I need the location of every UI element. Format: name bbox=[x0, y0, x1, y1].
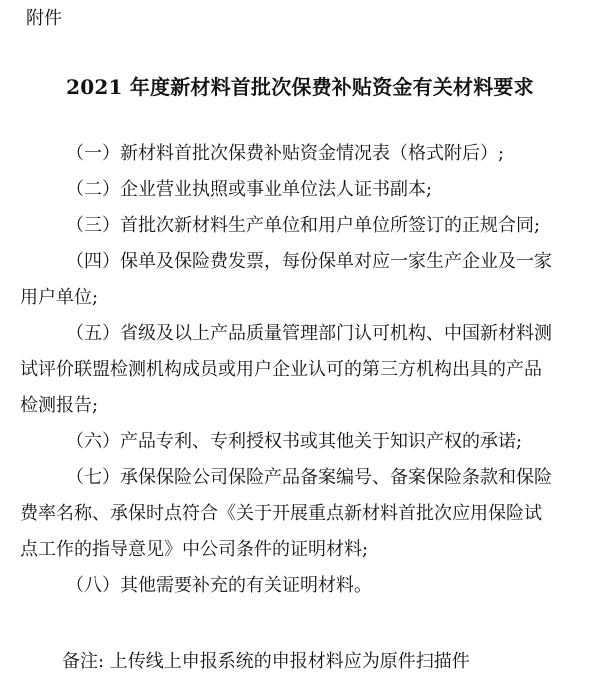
list-item bbox=[20, 244, 566, 316]
list-item-line: （八）其他需要补充的有关证明材料。 bbox=[66, 575, 372, 596]
remark-note: 备注: 上传线上申报系统的申报材料应为原件扫描件 bbox=[62, 651, 470, 672]
requirements-list bbox=[20, 136, 566, 604]
list-item bbox=[20, 460, 566, 568]
document-title: 2021 年度新材料首批次保费补贴资金有关材料要求 bbox=[66, 75, 534, 99]
list-item-line: 费率名称、承保时点符合《关于开展重点新材料首批次应用保险试 bbox=[20, 503, 542, 524]
list-item bbox=[66, 424, 566, 460]
list-item bbox=[66, 568, 566, 604]
list-item bbox=[66, 208, 566, 244]
list-item-line: 点工作的指导意见》中公司条件的证明材料; bbox=[20, 539, 369, 560]
list-item-line: （六）产品专利、专利授权书或其他关于知识产权的承诺; bbox=[66, 431, 523, 452]
list-item-line: （四）保单及保险费发票，每份保单对应一家生产企业及一家 bbox=[66, 251, 552, 272]
list-item bbox=[20, 316, 566, 424]
list-item-line: （三）首批次新材料生产单位和用户单位所签订的正规合同; bbox=[66, 215, 541, 236]
list-item-line: 用户单位; bbox=[20, 287, 99, 308]
list-item-line: （二）企业营业执照或事业单位法人证书副本; bbox=[66, 179, 433, 200]
list-item-line: 试评价联盟检测机构成员或用户企业认可的第三方机构出具的产品 bbox=[20, 359, 542, 380]
list-item-line: （七）承保保险公司保险产品备案编号、备案保险条款和保险 bbox=[66, 467, 552, 488]
list-item bbox=[66, 172, 566, 208]
attachment-label: 附件 bbox=[26, 8, 62, 29]
list-item-line: （五）省级及以上产品质量管理部门认可机构、中国新材料测 bbox=[66, 323, 552, 344]
list-item bbox=[66, 136, 566, 172]
list-item-line: （一）新材料首批次保费补贴资金情况表（格式附后）; bbox=[66, 143, 505, 164]
list-item-line: 检测报告; bbox=[20, 395, 99, 416]
